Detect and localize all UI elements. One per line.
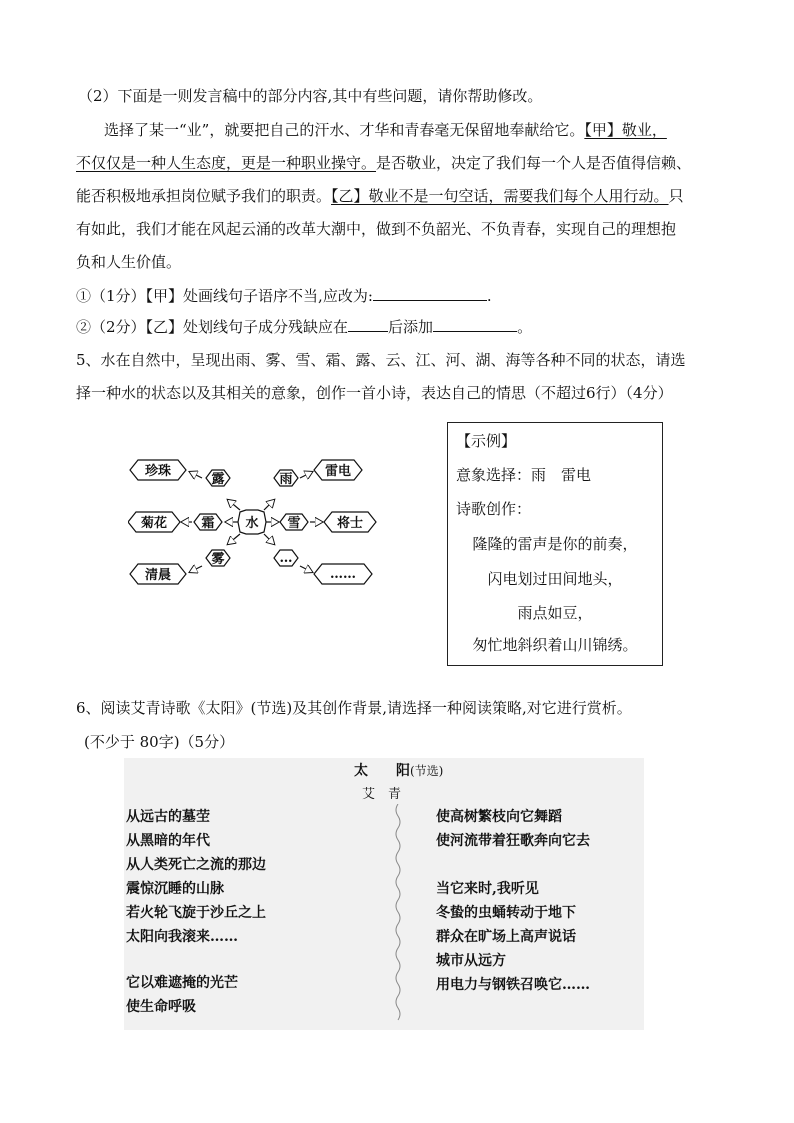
sub2-prompt: ②（2分）【乙】处划线句子成分残缺应在 xyxy=(76,318,349,336)
state-hex-2 xyxy=(274,470,298,487)
image-hex-1 xyxy=(130,460,186,480)
q4-para-text: 只 xyxy=(668,187,684,205)
image-hex-4 xyxy=(324,512,376,532)
yi-underlined-sentence: 【乙】敬业不是一句空话，需要我们每个人用行动。 xyxy=(331,187,669,205)
state-hex-3 xyxy=(194,514,222,531)
poem-left-line-6: 太阳向我滚来…… xyxy=(126,929,238,945)
state-label-2: 雨 xyxy=(279,472,293,487)
sub2-mid: 后添加 xyxy=(388,318,434,336)
image-label-2: 雷电 xyxy=(324,464,352,479)
poem-left-line-9: 使生命呼吸 xyxy=(126,999,196,1015)
image-hex-2 xyxy=(314,460,362,480)
poem-right-line-8: 用电力与钢铁召唤它…… xyxy=(436,977,590,993)
sub1-end: . xyxy=(486,287,492,305)
q5-line-2: 择一种水的状态以及其相关的意象，创作一首小诗，表达自己的情思（不超过6行）（4分） xyxy=(76,384,673,402)
state-hex-4 xyxy=(280,514,308,531)
sub2-end: 。 xyxy=(517,318,533,336)
image-hex-6 xyxy=(314,564,372,584)
poem-author: 艾 青 xyxy=(362,787,402,802)
poem-right-line-5: 冬蛰的虫蛹转动于地下 xyxy=(436,905,576,921)
poem-right-line-1: 使高树繁枝向它舞蹈 xyxy=(436,809,562,825)
q4-paragraph-line-3 xyxy=(76,186,684,206)
q6-line-1: 6、阅读艾青诗歌《太阳》(节选)及其创作背景,请选择一种阅读策略,对它进行赏析。 xyxy=(76,699,632,717)
q4-sub-question-2 xyxy=(76,317,532,337)
poem-title xyxy=(354,762,443,780)
poem-right-line-2: 使河流带着狂歌奔向它去 xyxy=(436,833,590,849)
image-label-5: 清晨 xyxy=(144,568,172,583)
sub1-answer-blank[interactable] xyxy=(373,286,487,301)
q4-para-text: 选择了某一“业”，就要把自己的汗水、才华和青春毫无保留地奉献给它。 xyxy=(104,121,585,139)
state-label-1: 露 xyxy=(211,472,225,487)
example-poem-line-1: 隆隆的雷声是你的前奏， xyxy=(472,535,638,553)
sub2-addition-blank[interactable] xyxy=(433,317,517,332)
example-poem-line-2: 闪电划过田间地头， xyxy=(487,570,623,588)
image-label-1: 珍珠 xyxy=(144,464,172,479)
center-hexagon xyxy=(238,510,266,534)
state-hex-1 xyxy=(206,470,230,487)
poem-right-line-7: 城市从远方 xyxy=(436,953,506,969)
state-hex-6 xyxy=(274,550,298,566)
example-box xyxy=(447,422,663,666)
sub2-position-blank[interactable] xyxy=(348,317,388,332)
jia-underlined-sentence: 【甲】敬业， xyxy=(584,121,667,139)
example-heading: 【示例】 xyxy=(456,432,517,450)
poem-left-line-5: 若火轮飞旋于沙丘之上 xyxy=(126,905,266,921)
image-label-3: 菊花 xyxy=(140,516,168,531)
example-poem-line-4: 匆忙地斜织着山川锦绣。 xyxy=(472,636,638,654)
poem-right-line-6: 群众在旷场上高声说话 xyxy=(436,929,576,945)
state-label-3: 霜 xyxy=(201,516,215,531)
image-label-4: 将士 xyxy=(336,516,364,531)
q5-line-1: 5、水在自然中，呈现出雨、雾、雪、霜、露、云、江、河、湖、海等各种不同的状态，请选 xyxy=(76,351,686,369)
q4-intro: （2）下面是一则发言稿中的部分内容,其中有些问题，请你帮助修改。 xyxy=(78,87,543,105)
water-state-diagram xyxy=(128,450,378,590)
center-label: 水 xyxy=(245,516,259,531)
state-label-5: 雾 xyxy=(211,552,225,567)
poem-left-line-8: 它以难遮掩的光芒 xyxy=(126,975,238,991)
q4-para-text: 能否积极地承担岗位赋予我们的职责。 xyxy=(76,187,332,205)
poem-excerpt xyxy=(124,758,644,1030)
poem-left-line-3: 从人类死亡之流的那边 xyxy=(126,857,266,873)
poem-divider xyxy=(392,804,404,1026)
state-label-4: 雪 xyxy=(287,516,301,531)
poem-left-line-4: 震惊沉睡的山脉 xyxy=(126,881,224,897)
poem-left-line-1: 从远古的墓茔 xyxy=(126,809,210,825)
state-label-6: … xyxy=(279,551,293,566)
state-hex-5 xyxy=(206,550,230,567)
example-imagery: 意象选择：雨 雷电 xyxy=(456,466,592,484)
example-poem-line-3: 雨点如豆， xyxy=(517,604,593,622)
sub1-prompt: ①（1分）【甲】处画线句子语序不当,应改为: xyxy=(76,287,373,305)
q4-para-text: 是否敬业，决定了我们每一个人是否值得信赖、 xyxy=(376,154,692,172)
q4-paragraph-line-1 xyxy=(104,120,667,140)
image-label-6: …… xyxy=(330,567,356,582)
q4-paragraph-line-5: 负和人生价值。 xyxy=(76,253,182,271)
poem-right-line-4: 当它来时,我听见 xyxy=(436,881,539,897)
image-hex-5 xyxy=(130,564,186,584)
poem-left-line-2: 从黑暗的年代 xyxy=(126,833,210,849)
q4-paragraph-line-2 xyxy=(76,153,691,173)
q4-paragraph-line-4: 有如此，我们才能在风起云涌的改革大潮中，做到不负韶光、不负青春，实现自己的理想抱 xyxy=(76,220,677,238)
q4-sub-question-1 xyxy=(76,286,492,306)
example-creation-label: 诗歌创作： xyxy=(456,500,532,518)
q6-line-2: (不少于 80字)（5分） xyxy=(84,733,235,751)
jia-underlined-sentence-cont: 不仅仅是一种人生态度，更是一种职业操守。 xyxy=(76,154,377,172)
poem-title-note: (节选) xyxy=(410,764,444,778)
image-hex-3 xyxy=(128,512,180,532)
poem-title-text: 太 阳 xyxy=(354,763,410,779)
